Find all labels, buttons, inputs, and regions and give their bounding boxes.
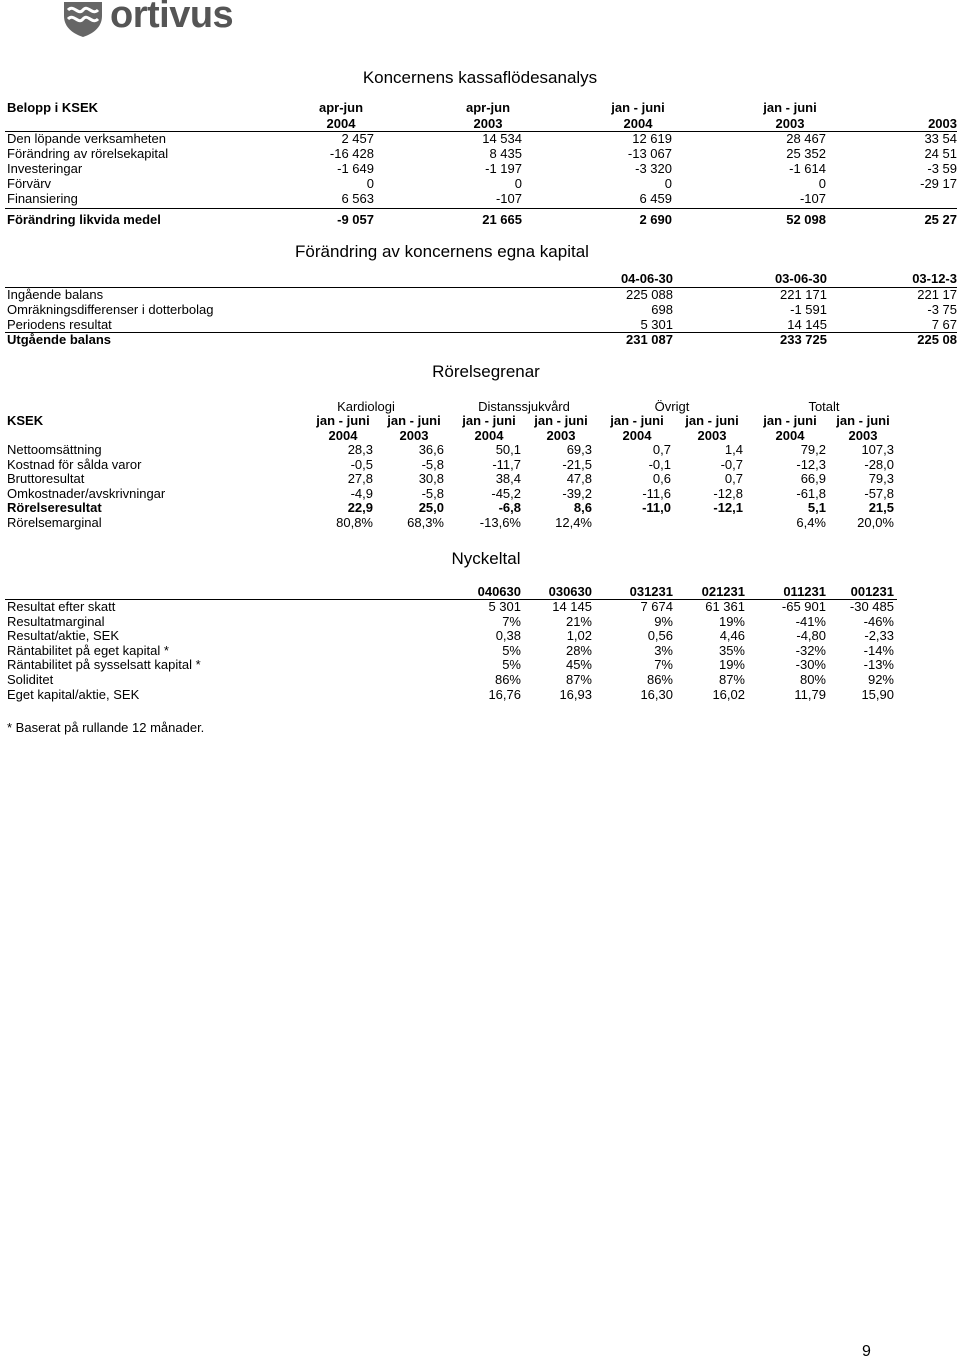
keyfigures-cell: 0,38 bbox=[495, 628, 521, 644]
cashflow-header-period: jan - juni bbox=[611, 100, 665, 115]
keyfigures-cell: 5% bbox=[502, 657, 521, 673]
segment-cell bbox=[591, 515, 671, 530]
cashflow-cell: 8 435 bbox=[489, 146, 522, 161]
keyfigures-row-label: Räntabilitet på eget kapital * bbox=[7, 642, 169, 658]
segment-cell: 47,8 bbox=[566, 471, 592, 487]
keyfigures-cell: 5% bbox=[502, 642, 521, 658]
segment-cell: 28,3 bbox=[347, 442, 373, 457]
equity-cell: 7 67 bbox=[931, 317, 957, 332]
cashflow-cell: 2 690 bbox=[639, 212, 672, 227]
cashflow-cell: 0 bbox=[818, 176, 826, 191]
equity-row-label: Periodens resultat bbox=[7, 317, 112, 332]
keyfigures-row-label: Resultat efter skatt bbox=[7, 599, 116, 614]
keyfigures-row-label: Resultat/aktie, SEK bbox=[7, 628, 119, 644]
keyfigures-cell: 1,02 bbox=[566, 628, 592, 644]
segment-cell: 80,8% bbox=[336, 515, 373, 530]
keyfigures-cell: 87% bbox=[565, 672, 592, 687]
segment-cell: 79,2 bbox=[800, 442, 826, 457]
segment-group-header: Kardiologi bbox=[337, 399, 395, 414]
segment-cell: 79,3 bbox=[868, 471, 894, 487]
cashflow-cell: -107 bbox=[799, 191, 826, 206]
cashflow-title: Koncernens kassaflödesanalys bbox=[362, 68, 598, 87]
segment-cell bbox=[663, 515, 743, 530]
segment-header-year: 2004 bbox=[775, 428, 805, 443]
cashflow-header-year: 2003 bbox=[928, 116, 957, 131]
keyfigures-cell: 16,30 bbox=[640, 686, 673, 702]
cashflow-row-label: Förvärv bbox=[7, 176, 52, 191]
cashflow-cell: 21 665 bbox=[482, 212, 522, 227]
segment-cell: -6,8 bbox=[498, 500, 521, 516]
cashflow-row-label: Förändring likvida medel bbox=[7, 212, 161, 227]
segment-cell: 38,4 bbox=[495, 471, 521, 487]
segment-header-period: jan - juni bbox=[836, 413, 890, 428]
cashflow-cell: 12 619 bbox=[632, 131, 672, 146]
segment-cell: 22,9 bbox=[347, 500, 373, 516]
equity-cell: 233 725 bbox=[780, 332, 827, 347]
keyfigures-header-date: 011231 bbox=[783, 584, 826, 599]
segment-cell: 50,1 bbox=[495, 442, 521, 457]
keyfigures-cell: -13% bbox=[863, 657, 894, 673]
equity-cell: 221 171 bbox=[780, 287, 827, 302]
segment-cell: 6,4% bbox=[796, 515, 826, 530]
keyfigures-cell: -14% bbox=[863, 642, 894, 658]
segment-cell: 30,8 bbox=[418, 471, 444, 487]
keyfigures-cell: 3% bbox=[654, 642, 673, 658]
segment-cell: 27,8 bbox=[347, 471, 373, 487]
segment-group-header: Totalt bbox=[808, 399, 840, 414]
keyfigures-cell: -30 485 bbox=[849, 599, 894, 614]
cashflow-cell: -29 17 bbox=[920, 176, 957, 191]
keyfigures-cell: 92% bbox=[867, 672, 894, 687]
keyfigures-cell: 16,93 bbox=[559, 686, 592, 702]
keyfigures-row-label: Resultatmarginal bbox=[7, 613, 105, 629]
cashflow-header-year: 2004 bbox=[326, 116, 356, 131]
logo-text: ortivus bbox=[110, 0, 234, 36]
equity-cell: 225 088 bbox=[626, 287, 673, 302]
equity-header-date: 03-06-30 bbox=[774, 271, 827, 286]
segment-row-label: Omkostnader/avskrivningar bbox=[7, 485, 166, 501]
keyfigures-cell: 16,02 bbox=[712, 686, 745, 702]
segment-cell: -21,5 bbox=[562, 456, 592, 472]
segment-cell: -13,6% bbox=[479, 515, 521, 530]
cashflow-cell: -1 649 bbox=[337, 161, 374, 176]
segment-cell: 12,4% bbox=[555, 515, 592, 530]
equity-cell: 5 301 bbox=[640, 317, 673, 332]
segment-row-label: Bruttoresultat bbox=[7, 471, 85, 487]
segment-cell: 25,0 bbox=[418, 500, 444, 516]
segment-cell: 1,4 bbox=[724, 442, 743, 457]
keyfigures-cell: -30% bbox=[795, 657, 826, 673]
cashflow-cell: -1 197 bbox=[485, 161, 522, 176]
equity-row-label: Utgående balans bbox=[7, 332, 112, 347]
segment-cell: -4,9 bbox=[350, 485, 373, 501]
cashflow-cell: -13 067 bbox=[627, 146, 672, 161]
keyfigures-header-date: 021231 bbox=[701, 584, 745, 599]
segment-group-header: Övrigt bbox=[654, 399, 690, 414]
segment-cell: -57,8 bbox=[864, 485, 894, 501]
segment-row-label: Nettoomsättning bbox=[7, 442, 102, 457]
cashflow-unit-label: Belopp i KSEK bbox=[7, 100, 99, 115]
cashflow-cell: -107 bbox=[495, 191, 522, 206]
segment-cell: 21,5 bbox=[868, 500, 894, 516]
segment-header-year: 2003 bbox=[546, 428, 576, 443]
keyfigures-cell: 61 361 bbox=[705, 599, 745, 614]
equity-header-date: 04-06-30 bbox=[620, 271, 673, 286]
segments-title: Rörelsegrenar bbox=[432, 362, 540, 381]
segment-header-period: jan - juni bbox=[534, 413, 588, 428]
cashflow-cell: 52 098 bbox=[786, 212, 826, 227]
cashflow-header-year: 2004 bbox=[623, 116, 653, 131]
cashflow-cell: -1 614 bbox=[789, 161, 826, 176]
segment-header-year: 2004 bbox=[328, 428, 358, 443]
equity-cell: 225 08 bbox=[917, 332, 957, 347]
cashflow-cell: 24 51 bbox=[924, 146, 957, 161]
keyfigures-cell: 11,79 bbox=[794, 686, 826, 702]
keyfigures-row-label: Räntabilitet på sysselsatt kapital * bbox=[7, 657, 201, 673]
keyfigures-cell: 7% bbox=[502, 613, 521, 629]
segment-row-label: Kostnad för sålda varor bbox=[7, 456, 142, 472]
keyfigures-header-date: 030630 bbox=[548, 584, 592, 599]
equity-row-label: Omräkningsdifferenser i dotterbolag bbox=[7, 302, 214, 317]
segment-header-year: 2004 bbox=[622, 428, 652, 443]
keyfigures-cell: 87% bbox=[718, 672, 745, 687]
cashflow-cell: -3 59 bbox=[927, 161, 957, 176]
keyfigures-cell: 86% bbox=[646, 672, 673, 687]
keyfigures-cell: 7% bbox=[654, 657, 673, 673]
cashflow-cell: 6 563 bbox=[341, 191, 374, 206]
keyfigures-cell: 86% bbox=[494, 672, 521, 687]
equity-cell: -3 75 bbox=[927, 302, 957, 317]
segment-cell: -12,1 bbox=[713, 500, 743, 516]
keyfigures-header-date: 001231 bbox=[850, 584, 894, 599]
equity-row-label: Ingående balans bbox=[7, 287, 104, 302]
cashflow-cell: 28 467 bbox=[786, 131, 826, 146]
segment-cell: 69,3 bbox=[566, 442, 592, 457]
equity-cell: 14 145 bbox=[787, 317, 827, 332]
segment-header-period: jan - juni bbox=[316, 413, 370, 428]
segment-cell: -12,3 bbox=[796, 456, 826, 472]
keyfigures-cell: -46% bbox=[863, 613, 894, 629]
cashflow-cell: -16 428 bbox=[329, 146, 374, 161]
segment-cell: -11,0 bbox=[642, 500, 671, 516]
segment-header-period: jan - juni bbox=[763, 413, 817, 428]
cashflow-cell: 25 27 bbox=[924, 212, 957, 227]
segments-unit-label: KSEK bbox=[7, 413, 44, 428]
segment-cell: 0,6 bbox=[652, 471, 671, 487]
cashflow-cell: 14 534 bbox=[482, 131, 522, 146]
keyfigures-cell: 35% bbox=[718, 642, 745, 658]
keyfigures-cell: -2,33 bbox=[864, 628, 894, 644]
segment-cell: -5,8 bbox=[421, 456, 444, 472]
keyfigures-row-label: Eget kapital/aktie, SEK bbox=[7, 686, 140, 702]
keyfigures-cell: -4,80 bbox=[796, 628, 826, 644]
segment-row-label: Rörelseresultat bbox=[7, 500, 102, 516]
cashflow-header-year: 2003 bbox=[775, 116, 805, 131]
keyfigures-cell: -41% bbox=[795, 613, 826, 629]
equity-header-date: 03-12-3 bbox=[912, 271, 957, 286]
segment-header-period: jan - juni bbox=[685, 413, 739, 428]
segment-cell: 20,0% bbox=[857, 515, 894, 530]
cashflow-cell: 0 bbox=[366, 176, 374, 191]
keyfigures-cell: 21% bbox=[565, 613, 592, 629]
segment-header-year: 2003 bbox=[848, 428, 878, 443]
segment-cell: 8,6 bbox=[573, 500, 592, 516]
cashflow-cell bbox=[857, 191, 957, 206]
cashflow-cell: -3 320 bbox=[635, 161, 672, 176]
keyfigures-cell: 4,46 bbox=[719, 628, 745, 644]
segment-cell: -0,7 bbox=[720, 456, 743, 472]
keyfigures-cell: 5 301 bbox=[488, 599, 521, 614]
logo-emblem-icon bbox=[62, 0, 104, 38]
cashflow-cell: 0 bbox=[514, 176, 522, 191]
cashflow-row-label: Investeringar bbox=[7, 161, 83, 176]
keyfigures-cell: 16,76 bbox=[488, 686, 521, 702]
segment-cell: -11,7 bbox=[492, 456, 521, 472]
keyfigures-header-date: 040630 bbox=[477, 584, 521, 599]
keyfigures-cell: 0,56 bbox=[647, 628, 673, 644]
keyfigures-cell: 14 145 bbox=[552, 599, 592, 614]
cashflow-cell: 0 bbox=[664, 176, 672, 191]
keyfigures-cell: 15,90 bbox=[861, 686, 894, 702]
footnote: * Baserat på rullande 12 månader. bbox=[7, 720, 205, 735]
page-number: 9 bbox=[862, 1343, 871, 1360]
segment-cell: 0,7 bbox=[652, 442, 671, 457]
segment-header-year: 2003 bbox=[399, 428, 429, 443]
segment-cell: -0,1 bbox=[648, 456, 671, 472]
segment-header-period: jan - juni bbox=[462, 413, 516, 428]
cashflow-header-period: apr-jun bbox=[465, 100, 511, 115]
cashflow-cell: 2 457 bbox=[341, 131, 374, 146]
segment-cell: 68,3% bbox=[407, 515, 444, 530]
keyfigures-header-date: 031231 bbox=[629, 584, 673, 599]
cashflow-row-label: Finansiering bbox=[7, 191, 78, 206]
keyfigures-cell: 28% bbox=[565, 642, 592, 658]
cashflow-cell: -9 057 bbox=[337, 212, 374, 227]
keyfigures-title: Nyckeltal bbox=[451, 549, 521, 568]
cashflow-row-label: Den löpande verksamheten bbox=[7, 131, 166, 146]
equity-cell: 231 087 bbox=[626, 332, 673, 347]
cashflow-header-period: apr-jun bbox=[318, 100, 364, 115]
segment-cell: -11,6 bbox=[642, 485, 671, 501]
segment-cell: 36,6 bbox=[418, 442, 444, 457]
cashflow-cell: 33 54 bbox=[924, 131, 957, 146]
segment-cell: 107,3 bbox=[861, 442, 894, 457]
segment-header-year: 2003 bbox=[697, 428, 727, 443]
segment-cell: -39,2 bbox=[562, 485, 592, 501]
segment-row-label: Rörelsemarginal bbox=[7, 515, 102, 530]
segment-cell: -12,8 bbox=[713, 485, 743, 501]
company-logo bbox=[62, 0, 262, 40]
keyfigures-cell: -32% bbox=[795, 642, 826, 658]
keyfigures-cell: 7 674 bbox=[640, 599, 673, 614]
keyfigures-cell: 80% bbox=[799, 672, 826, 687]
cashflow-total-rule bbox=[5, 208, 957, 209]
equity-cell: 221 17 bbox=[917, 287, 957, 302]
keyfigures-cell: 9% bbox=[654, 613, 673, 629]
equity-title: Förändring av koncernens egna kapital bbox=[295, 242, 589, 261]
segment-cell: 66,9 bbox=[800, 471, 826, 487]
cashflow-header-period: jan - juni bbox=[763, 100, 817, 115]
keyfigures-cell: 19% bbox=[718, 613, 745, 629]
keyfigures-row-label: Soliditet bbox=[7, 672, 54, 687]
cashflow-header-year: 2003 bbox=[473, 116, 503, 131]
segment-cell: -5,8 bbox=[421, 485, 444, 501]
cashflow-cell: 6 459 bbox=[639, 191, 672, 206]
cashflow-cell: 25 352 bbox=[786, 146, 826, 161]
segment-header-year: 2004 bbox=[474, 428, 504, 443]
segment-header-period: jan - juni bbox=[610, 413, 664, 428]
segment-cell: -0,5 bbox=[350, 456, 373, 472]
segment-header-period: jan - juni bbox=[387, 413, 441, 428]
cashflow-row-label: Förändring av rörelsekapital bbox=[7, 146, 169, 161]
segment-group-header: Distanssjukvård bbox=[478, 399, 570, 414]
keyfigures-cell: 19% bbox=[718, 657, 745, 673]
segment-cell: 0,7 bbox=[724, 471, 743, 487]
equity-cell: 698 bbox=[651, 302, 673, 317]
segment-cell: -45,2 bbox=[491, 485, 521, 501]
equity-cell: -1 591 bbox=[790, 302, 827, 317]
keyfigures-cell: -65 901 bbox=[781, 599, 826, 614]
segment-cell: -28,0 bbox=[864, 456, 894, 472]
keyfigures-cell: 45% bbox=[565, 657, 592, 673]
segment-cell: 5,1 bbox=[807, 500, 826, 516]
segment-cell: -61,8 bbox=[796, 485, 826, 501]
